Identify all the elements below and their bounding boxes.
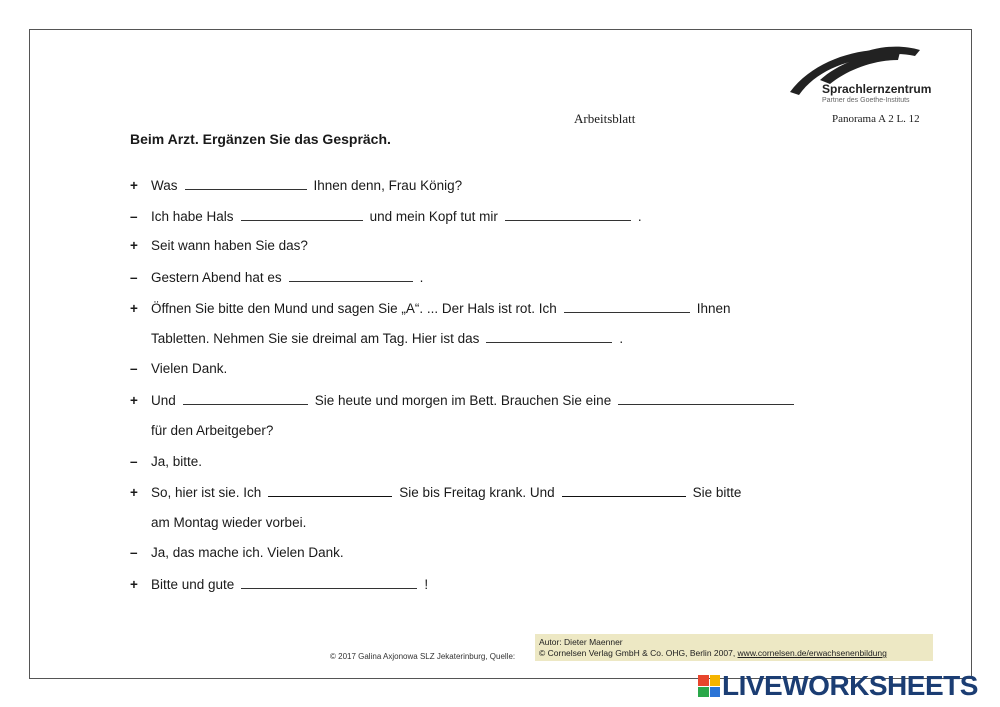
dialog-text: Und (151, 393, 176, 408)
dialog-text: Ihnen (696, 301, 731, 316)
dialog-text: Seit wann haben Sie das? (151, 238, 308, 253)
speaker-mark: + (130, 577, 138, 592)
blank-input[interactable] (268, 484, 392, 497)
dialog-line (130, 576, 428, 592)
speaker-mark: – (130, 454, 138, 469)
dialog-line (130, 269, 423, 285)
dialog-line (130, 392, 801, 408)
dialog-line (130, 545, 344, 560)
dialog-text: für den Arbeitgeber? (151, 423, 274, 438)
blank-input[interactable] (183, 392, 308, 405)
dialog-text: Ihnen denn, Frau König? (313, 178, 463, 193)
dialog-line (130, 238, 308, 253)
dialog-text: Ja, das mache ich. Vielen Dank. (151, 545, 344, 560)
header-worksheet-label: Arbeitsblatt (574, 111, 636, 126)
speaker-mark: – (130, 545, 138, 560)
speaker-mark: + (130, 301, 138, 316)
dialog-text: . (419, 270, 424, 285)
dialog-text: Sie bitte (692, 485, 742, 500)
publisher-link[interactable]: www.cornelsen.de/erwachsenenbildung (737, 648, 887, 658)
brand-text: LIVEWORKSHEETS (722, 670, 978, 701)
footer-copyright: © 2017 Galina Axjonowa SLZ Jekaterinburg, Quelle: (330, 652, 516, 661)
logo-name: Sprachlernzentrum (822, 82, 932, 96)
blank-input[interactable] (241, 208, 363, 221)
dialog-line (130, 330, 623, 346)
credit-publisher (539, 648, 887, 658)
publisher-text: © Cornelsen Verlag GmbH & Co. OHG, Berlin 2007, (539, 648, 738, 658)
dialog-text: ! (424, 577, 429, 592)
blank-input[interactable] (185, 177, 307, 190)
dialog-text: . (619, 331, 624, 346)
speaker-mark: + (130, 238, 138, 253)
speaker-mark: – (130, 270, 138, 285)
dialog-line (130, 208, 642, 224)
dialog-text: am Montag wieder vorbei. (151, 515, 307, 530)
dialog-text: Was (151, 178, 178, 193)
dialog-line (130, 515, 306, 530)
dialog-text: und mein Kopf tut mir (369, 209, 498, 224)
dialog-text: Sie heute und morgen im Bett. Brauchen Sie eine (314, 393, 612, 408)
dialog-line (130, 423, 273, 438)
dialog-line (130, 454, 202, 469)
dialog-text: Vielen Dank. (151, 361, 228, 376)
blank-input[interactable] (241, 576, 417, 589)
liveworksheets-logo-icon (698, 675, 720, 697)
dialog-text: So, hier ist sie. Ich (151, 485, 262, 500)
speaker-mark: + (130, 485, 138, 500)
dialog-line (130, 177, 462, 193)
credit-author: Autor: Dieter Maenner (539, 637, 623, 647)
header-lesson-ref: Panorama A 2 L. 12 (832, 113, 920, 125)
dialog-text: Bitte und gute (151, 577, 235, 592)
speaker-mark: – (130, 361, 138, 376)
blank-input[interactable] (289, 269, 413, 282)
dialog-text: . (637, 209, 642, 224)
speaker-mark: – (130, 209, 138, 224)
dialog-line (130, 484, 741, 500)
blank-input[interactable] (564, 300, 690, 313)
dialog-text: Öffnen Sie bitte den Mund und sagen Sie „A“. ... Der Hals ist rot. Ich (151, 301, 557, 316)
blank-input[interactable] (562, 484, 686, 497)
dialog-text: Tabletten. Nehmen Sie sie dreimal am Tag. Hier ist das (151, 331, 480, 346)
dialog-text: Ja, bitte. (151, 454, 203, 469)
dialog-text: Ich habe Hals (151, 209, 234, 224)
liveworksheets-brand[interactable] (698, 672, 978, 700)
dialog-line (130, 300, 731, 316)
logo-subtitle: Partner des Goethe-Instituts (822, 97, 910, 104)
speaker-mark: + (130, 393, 138, 408)
blank-input[interactable] (486, 330, 612, 343)
dialog-line (130, 361, 227, 376)
speaker-mark: + (130, 178, 138, 193)
page-title: Beim Arzt. Ergänzen Sie das Gespräch. (130, 131, 391, 147)
dialog-text: Gestern Abend hat es (151, 270, 282, 285)
blank-input[interactable] (618, 392, 794, 405)
blank-input[interactable] (505, 208, 631, 221)
dialog-text: Sie bis Freitag krank. Und (399, 485, 555, 500)
